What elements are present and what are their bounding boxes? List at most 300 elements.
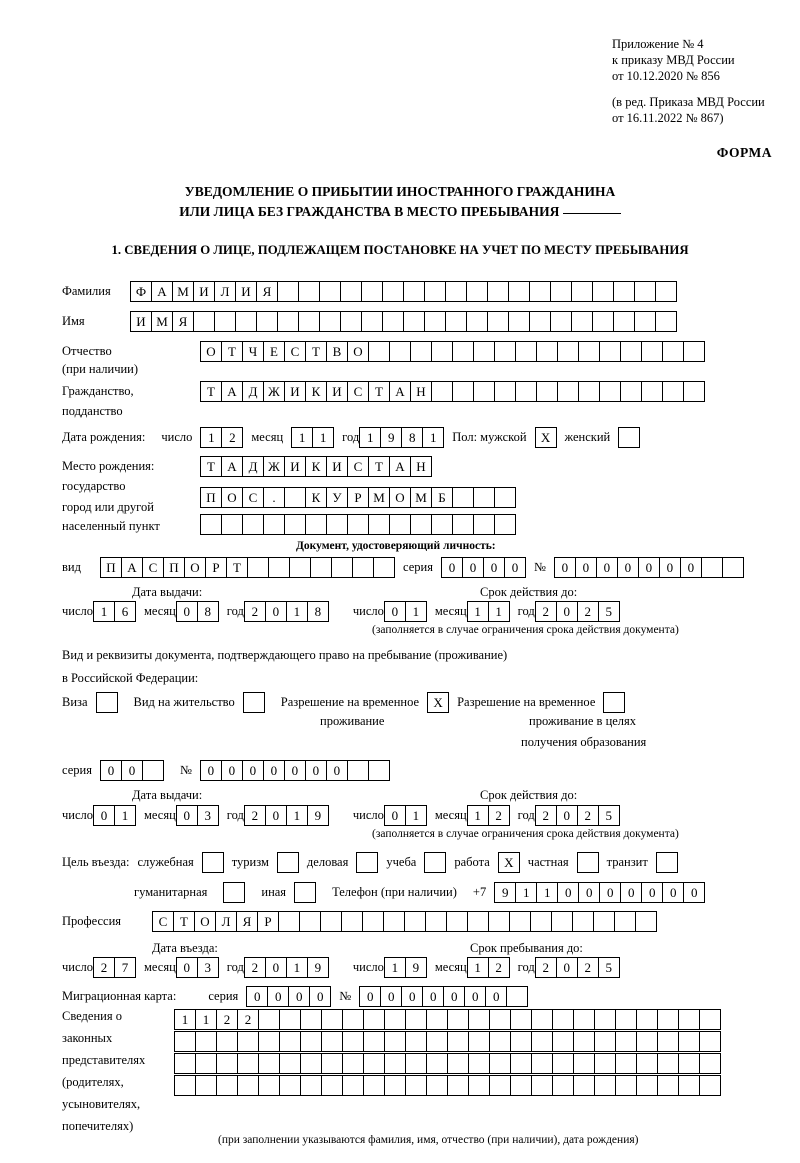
form-cell[interactable]	[489, 1009, 511, 1030]
birthplace-state-input[interactable]	[200, 456, 432, 477]
profession-input[interactable]	[152, 911, 657, 932]
form-cell[interactable]: 9	[494, 882, 516, 903]
form-cell[interactable]	[634, 311, 656, 332]
form-cell[interactable]	[592, 311, 614, 332]
form-cell[interactable]: 1	[200, 427, 222, 448]
form-cell[interactable]: 0	[265, 805, 287, 826]
form-cell[interactable]	[342, 1009, 364, 1030]
form-cell[interactable]	[699, 1075, 721, 1096]
identity-valid-month-input[interactable]	[467, 601, 510, 622]
form-cell[interactable]	[174, 1031, 196, 1052]
form-cell[interactable]: 9	[380, 427, 402, 448]
form-cell[interactable]	[403, 311, 425, 332]
form-cell[interactable]	[447, 1053, 469, 1074]
form-cell[interactable]	[594, 1009, 616, 1030]
form-cell[interactable]: 0	[638, 557, 660, 578]
form-cell[interactable]: 1	[195, 1009, 217, 1030]
form-cell[interactable]	[424, 281, 446, 302]
form-cell[interactable]: 0	[443, 986, 465, 1007]
form-cell[interactable]	[678, 1053, 700, 1074]
form-cell[interactable]: О	[389, 487, 411, 508]
form-cell[interactable]: К	[305, 456, 327, 477]
form-cell[interactable]: 2	[535, 601, 557, 622]
form-cell[interactable]	[195, 1053, 217, 1074]
form-cell[interactable]: Н	[410, 381, 432, 402]
form-cell[interactable]	[678, 1075, 700, 1096]
form-cell[interactable]	[678, 1031, 700, 1052]
form-cell[interactable]	[431, 514, 453, 535]
form-cell[interactable]: 0	[620, 882, 642, 903]
form-cell[interactable]	[384, 1053, 406, 1074]
form-cell[interactable]	[258, 1053, 280, 1074]
form-cell[interactable]: 0	[483, 557, 505, 578]
form-cell[interactable]	[531, 1031, 553, 1052]
form-cell[interactable]: Ж	[263, 381, 285, 402]
form-cell[interactable]: 8	[401, 427, 423, 448]
form-cell[interactable]: 1	[467, 805, 489, 826]
form-cell[interactable]: Д	[242, 381, 264, 402]
form-cell[interactable]: О	[194, 911, 216, 932]
form-cell[interactable]: А	[151, 281, 173, 302]
form-cell[interactable]	[242, 514, 264, 535]
form-cell[interactable]: 0	[121, 760, 143, 781]
form-cell[interactable]: 1	[467, 957, 489, 978]
form-cell[interactable]	[321, 1053, 343, 1074]
form-cell[interactable]	[403, 281, 425, 302]
form-cell[interactable]	[678, 1009, 700, 1030]
form-cell[interactable]: 0	[462, 557, 484, 578]
form-cell[interactable]	[447, 1009, 469, 1030]
stay-day-input[interactable]	[384, 957, 427, 978]
form-cell[interactable]: И	[284, 381, 306, 402]
form-cell[interactable]	[389, 514, 411, 535]
form-cell[interactable]: 9	[405, 957, 427, 978]
form-cell[interactable]	[515, 341, 537, 362]
form-cell[interactable]	[405, 1031, 427, 1052]
form-cell[interactable]	[699, 1053, 721, 1074]
purpose-item2-0-checkbox[interactable]	[223, 882, 245, 903]
form-cell[interactable]: С	[347, 381, 369, 402]
form-cell[interactable]	[256, 311, 278, 332]
form-cell[interactable]	[426, 1075, 448, 1096]
form-cell[interactable]	[592, 281, 614, 302]
form-cell[interactable]	[530, 911, 552, 932]
form-cell[interactable]	[299, 911, 321, 932]
form-cell[interactable]: 0	[267, 986, 289, 1007]
form-cell[interactable]: 3	[197, 957, 219, 978]
form-cell[interactable]: И	[326, 456, 348, 477]
form-cell[interactable]: 0	[288, 986, 310, 1007]
form-cell[interactable]	[529, 311, 551, 332]
form-cell[interactable]: 0	[265, 957, 287, 978]
form-cell[interactable]: 0	[599, 882, 621, 903]
form-cell[interactable]: 0	[176, 805, 198, 826]
form-cell[interactable]	[557, 381, 579, 402]
birth-day-input[interactable]	[200, 427, 243, 448]
form-cell[interactable]	[426, 1009, 448, 1030]
form-cell[interactable]: С	[152, 911, 174, 932]
form-cell[interactable]	[473, 341, 495, 362]
form-cell[interactable]	[550, 311, 572, 332]
form-cell[interactable]	[195, 1075, 217, 1096]
form-cell[interactable]	[284, 514, 306, 535]
form-cell[interactable]	[431, 341, 453, 362]
form-cell[interactable]: 0	[176, 601, 198, 622]
form-cell[interactable]: 0	[263, 760, 285, 781]
legal-rep-input-4[interactable]	[174, 1075, 721, 1096]
form-cell[interactable]	[510, 1031, 532, 1052]
form-cell[interactable]: 9	[307, 957, 329, 978]
form-cell[interactable]	[510, 1053, 532, 1074]
form-cell[interactable]	[431, 381, 453, 402]
form-cell[interactable]: 0	[662, 882, 684, 903]
form-cell[interactable]	[506, 986, 528, 1007]
form-cell[interactable]: 0	[504, 557, 526, 578]
form-cell[interactable]	[594, 1031, 616, 1052]
form-cell[interactable]: Т	[368, 381, 390, 402]
form-cell[interactable]: А	[389, 456, 411, 477]
form-cell[interactable]	[636, 1009, 658, 1030]
form-cell[interactable]: 0	[617, 557, 639, 578]
form-cell[interactable]	[615, 1009, 637, 1030]
form-cell[interactable]	[615, 1053, 637, 1074]
form-cell[interactable]	[509, 911, 531, 932]
birth-year-input[interactable]	[359, 427, 444, 448]
form-cell[interactable]	[529, 281, 551, 302]
form-cell[interactable]	[363, 1053, 385, 1074]
form-cell[interactable]	[452, 487, 474, 508]
form-cell[interactable]: О	[184, 557, 206, 578]
identity-doc-series-input[interactable]	[441, 557, 526, 578]
form-cell[interactable]	[279, 1031, 301, 1052]
form-cell[interactable]: 0	[359, 986, 381, 1007]
form-cell[interactable]	[300, 1009, 322, 1030]
form-cell[interactable]	[613, 311, 635, 332]
form-cell[interactable]: 0	[309, 986, 331, 1007]
form-cell[interactable]	[683, 381, 705, 402]
form-cell[interactable]: Ф	[130, 281, 152, 302]
form-cell[interactable]: 0	[556, 957, 578, 978]
stay-doc-number-input[interactable]	[200, 760, 390, 781]
form-cell[interactable]: 1	[488, 601, 510, 622]
form-cell[interactable]	[174, 1053, 196, 1074]
form-cell[interactable]	[445, 311, 467, 332]
form-cell[interactable]	[319, 281, 341, 302]
form-cell[interactable]: С	[142, 557, 164, 578]
form-cell[interactable]	[662, 341, 684, 362]
form-cell[interactable]	[614, 911, 636, 932]
form-cell[interactable]	[599, 341, 621, 362]
form-cell[interactable]	[489, 1031, 511, 1052]
form-cell[interactable]: О	[347, 341, 369, 362]
form-cell[interactable]	[174, 1075, 196, 1096]
form-cell[interactable]	[452, 381, 474, 402]
form-cell[interactable]	[298, 311, 320, 332]
purpose-item-3-checkbox[interactable]	[424, 852, 446, 873]
form-cell[interactable]	[531, 1075, 553, 1096]
form-cell[interactable]	[452, 514, 474, 535]
purpose-item-0-checkbox[interactable]	[202, 852, 224, 873]
form-cell[interactable]	[331, 557, 353, 578]
identity-issue-day-input[interactable]	[93, 601, 136, 622]
purpose-item-6-checkbox[interactable]	[656, 852, 678, 873]
form-cell[interactable]: 0	[305, 760, 327, 781]
form-cell[interactable]: 0	[284, 760, 306, 781]
form-cell[interactable]	[237, 1031, 259, 1052]
form-cell[interactable]	[473, 381, 495, 402]
form-cell[interactable]: 0	[464, 986, 486, 1007]
form-cell[interactable]	[404, 911, 426, 932]
form-cell[interactable]	[363, 1075, 385, 1096]
form-cell[interactable]: Р	[257, 911, 279, 932]
form-cell[interactable]	[258, 1075, 280, 1096]
form-cell[interactable]: 1	[515, 882, 537, 903]
migration-number-input[interactable]	[359, 986, 528, 1007]
form-cell[interactable]	[361, 281, 383, 302]
form-cell[interactable]	[552, 1053, 574, 1074]
form-cell[interactable]: 0	[578, 882, 600, 903]
form-cell[interactable]	[699, 1031, 721, 1052]
form-cell[interactable]	[298, 281, 320, 302]
form-cell[interactable]	[216, 1075, 238, 1096]
form-cell[interactable]	[368, 514, 390, 535]
form-cell[interactable]: А	[221, 456, 243, 477]
form-cell[interactable]: 0	[401, 986, 423, 1007]
form-cell[interactable]: Т	[368, 456, 390, 477]
form-cell[interactable]	[321, 1009, 343, 1030]
form-cell[interactable]: 0	[200, 760, 222, 781]
form-cell[interactable]	[363, 1031, 385, 1052]
form-cell[interactable]	[342, 1031, 364, 1052]
form-cell[interactable]: 0	[422, 986, 444, 1007]
form-cell[interactable]: 1	[93, 601, 115, 622]
migration-series-input[interactable]	[246, 986, 331, 1007]
form-cell[interactable]: Р	[347, 487, 369, 508]
form-cell[interactable]	[641, 341, 663, 362]
form-cell[interactable]: 0	[554, 557, 576, 578]
form-cell[interactable]: 0	[659, 557, 681, 578]
form-cell[interactable]	[466, 281, 488, 302]
form-cell[interactable]: 1	[286, 601, 308, 622]
form-cell[interactable]	[573, 1009, 595, 1030]
form-cell[interactable]: М	[172, 281, 194, 302]
form-cell[interactable]	[510, 1009, 532, 1030]
form-cell[interactable]: 0	[100, 760, 122, 781]
form-cell[interactable]: 1	[384, 957, 406, 978]
form-cell[interactable]	[473, 487, 495, 508]
form-cell[interactable]: 2	[488, 957, 510, 978]
identity-issue-month-input[interactable]	[176, 601, 219, 622]
form-cell[interactable]: 0	[380, 986, 402, 1007]
form-cell[interactable]: П	[200, 487, 222, 508]
form-cell[interactable]	[263, 514, 285, 535]
form-cell[interactable]	[237, 1053, 259, 1074]
form-cell[interactable]	[235, 311, 257, 332]
form-cell[interactable]	[368, 760, 390, 781]
form-cell[interactable]: Л	[214, 281, 236, 302]
form-cell[interactable]	[620, 381, 642, 402]
form-cell[interactable]	[571, 281, 593, 302]
form-cell[interactable]	[489, 1075, 511, 1096]
form-cell[interactable]	[594, 1053, 616, 1074]
form-cell[interactable]	[655, 281, 677, 302]
form-cell[interactable]	[221, 514, 243, 535]
form-cell[interactable]	[425, 911, 447, 932]
form-cell[interactable]: 2	[237, 1009, 259, 1030]
form-cell[interactable]	[468, 1009, 490, 1030]
form-cell[interactable]	[662, 381, 684, 402]
form-cell[interactable]	[424, 311, 446, 332]
form-cell[interactable]	[321, 1031, 343, 1052]
form-cell[interactable]	[214, 311, 236, 332]
form-cell[interactable]	[620, 341, 642, 362]
form-cell[interactable]: Д	[242, 456, 264, 477]
form-cell[interactable]	[594, 1075, 616, 1096]
form-cell[interactable]	[573, 1031, 595, 1052]
entry-month-input[interactable]	[176, 957, 219, 978]
stay-issue-day-input[interactable]	[93, 805, 136, 826]
form-cell[interactable]	[341, 911, 363, 932]
form-cell[interactable]: 0	[246, 986, 268, 1007]
form-cell[interactable]: Ж	[263, 456, 285, 477]
form-cell[interactable]	[552, 1075, 574, 1096]
form-cell[interactable]: А	[121, 557, 143, 578]
legal-rep-input-1[interactable]	[174, 1009, 721, 1030]
form-cell[interactable]: 0	[242, 760, 264, 781]
form-cell[interactable]	[142, 760, 164, 781]
form-cell[interactable]: 2	[535, 805, 557, 826]
form-cell[interactable]	[300, 1053, 322, 1074]
form-cell[interactable]	[278, 911, 300, 932]
form-cell[interactable]: 2	[577, 805, 599, 826]
form-cell[interactable]	[384, 1031, 406, 1052]
form-cell[interactable]	[683, 341, 705, 362]
form-cell[interactable]	[487, 281, 509, 302]
form-cell[interactable]	[363, 1009, 385, 1030]
purpose-item-4-checkbox[interactable]: Х	[498, 852, 520, 873]
form-cell[interactable]: 2	[488, 805, 510, 826]
form-cell[interactable]	[572, 911, 594, 932]
form-cell[interactable]	[536, 381, 558, 402]
form-cell[interactable]	[305, 514, 327, 535]
form-cell[interactable]: Т	[173, 911, 195, 932]
form-cell[interactable]	[573, 1053, 595, 1074]
sex-female-checkbox[interactable]	[618, 427, 640, 448]
form-cell[interactable]: 0	[384, 805, 406, 826]
stay-doc-series-input[interactable]	[100, 760, 164, 781]
form-cell[interactable]: 1	[291, 427, 313, 448]
form-cell[interactable]	[446, 911, 468, 932]
form-cell[interactable]: С	[284, 341, 306, 362]
stay-valid-year-input[interactable]	[535, 805, 620, 826]
form-cell[interactable]: 9	[307, 805, 329, 826]
form-cell[interactable]: И	[235, 281, 257, 302]
form-cell[interactable]	[636, 1075, 658, 1096]
form-cell[interactable]: 0	[441, 557, 463, 578]
form-cell[interactable]: 0	[556, 601, 578, 622]
form-cell[interactable]: П	[100, 557, 122, 578]
form-cell[interactable]	[195, 1031, 217, 1052]
form-cell[interactable]: И	[326, 381, 348, 402]
form-cell[interactable]	[410, 341, 432, 362]
form-cell[interactable]: 3	[197, 805, 219, 826]
birthplace-city-input[interactable]	[200, 487, 516, 508]
stay-valid-day-input[interactable]	[384, 805, 427, 826]
form-cell[interactable]: Т	[200, 381, 222, 402]
form-cell[interactable]	[373, 557, 395, 578]
form-cell[interactable]: В	[326, 341, 348, 362]
form-cell[interactable]	[494, 381, 516, 402]
form-cell[interactable]: М	[410, 487, 432, 508]
form-cell[interactable]	[247, 557, 269, 578]
form-cell[interactable]	[634, 281, 656, 302]
form-cell[interactable]	[426, 1053, 448, 1074]
form-cell[interactable]	[362, 911, 384, 932]
form-cell[interactable]: 7	[114, 957, 136, 978]
form-cell[interactable]	[216, 1031, 238, 1052]
form-cell[interactable]	[382, 281, 404, 302]
form-cell[interactable]: Т	[200, 456, 222, 477]
form-cell[interactable]	[216, 1053, 238, 1074]
form-cell[interactable]: О	[200, 341, 222, 362]
form-cell[interactable]	[510, 1075, 532, 1096]
form-cell[interactable]	[383, 911, 405, 932]
form-cell[interactable]: 2	[577, 957, 599, 978]
form-cell[interactable]	[615, 1075, 637, 1096]
form-cell[interactable]	[494, 341, 516, 362]
form-cell[interactable]	[279, 1075, 301, 1096]
form-cell[interactable]: 1	[405, 805, 427, 826]
form-cell[interactable]	[657, 1009, 679, 1030]
entry-day-input[interactable]	[93, 957, 136, 978]
form-cell[interactable]: 2	[221, 427, 243, 448]
form-cell[interactable]	[320, 911, 342, 932]
form-cell[interactable]: 1	[405, 601, 427, 622]
form-cell[interactable]	[426, 1031, 448, 1052]
name-input[interactable]	[130, 311, 677, 332]
form-cell[interactable]: 6	[114, 601, 136, 622]
identity-valid-year-input[interactable]	[535, 601, 620, 622]
form-cell[interactable]	[466, 311, 488, 332]
form-cell[interactable]: .	[263, 487, 285, 508]
form-cell[interactable]: 2	[244, 957, 266, 978]
form-cell[interactable]: 0	[683, 882, 705, 903]
form-cell[interactable]	[655, 311, 677, 332]
form-cell[interactable]	[573, 1075, 595, 1096]
residence-permit-checkbox[interactable]	[243, 692, 265, 713]
form-cell[interactable]	[557, 341, 579, 362]
form-cell[interactable]	[599, 381, 621, 402]
form-cell[interactable]: 0	[641, 882, 663, 903]
form-cell[interactable]: Т	[226, 557, 248, 578]
form-cell[interactable]	[578, 381, 600, 402]
form-cell[interactable]: И	[130, 311, 152, 332]
form-cell[interactable]	[284, 487, 306, 508]
form-cell[interactable]	[277, 281, 299, 302]
form-cell[interactable]: А	[389, 381, 411, 402]
identity-issue-year-input[interactable]	[244, 601, 329, 622]
form-cell[interactable]	[447, 1075, 469, 1096]
form-cell[interactable]	[657, 1075, 679, 1096]
form-cell[interactable]: 5	[598, 957, 620, 978]
form-cell[interactable]: Я	[256, 281, 278, 302]
birthplace-extra-input[interactable]	[200, 514, 516, 535]
form-cell[interactable]	[467, 911, 489, 932]
stay-issue-year-input[interactable]	[244, 805, 329, 826]
form-cell[interactable]	[405, 1009, 427, 1030]
form-cell[interactable]: С	[242, 487, 264, 508]
form-cell[interactable]	[326, 514, 348, 535]
